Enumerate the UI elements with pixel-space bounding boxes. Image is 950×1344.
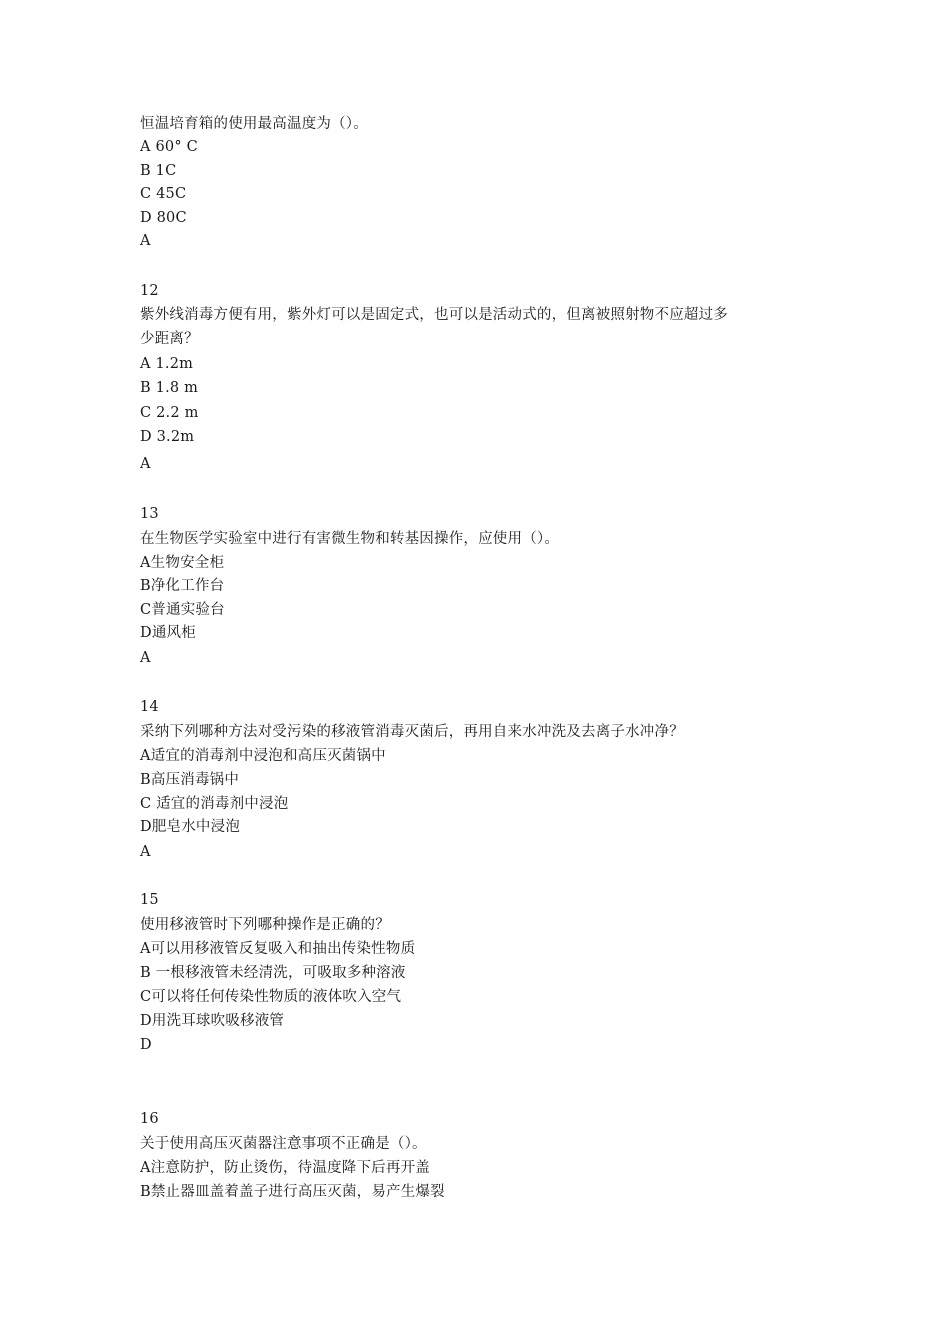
question-stem: 紫外线消毒方便有用，紫外灯可以是固定式，也可以是活动式的，但离被照射物不应超过多 — [140, 307, 728, 323]
question-number: 13 — [140, 506, 159, 522]
option-a: A适宜的消毒剂中浸泡和高压灭菌锅中 — [140, 748, 386, 764]
option-d: D用洗耳球吹吸移液管 — [140, 1013, 285, 1029]
option-a: A可以用移液管反复吸入和抽出传染性物质 — [140, 941, 416, 957]
answer: A — [140, 233, 151, 249]
option-a: A 60° C — [140, 139, 198, 155]
option-b: B 一根移液管未经清洗，可吸取多种溶液 — [140, 965, 406, 981]
option-b: B 1C — [140, 163, 177, 179]
question-stem: 在生物医学实验室中进行有害微生物和转基因操作，应使用（）。 — [140, 531, 560, 547]
option-a: A注意防护，防止烫伤，待温度降下后再开盖 — [140, 1160, 430, 1176]
question-stem: 关于使用高压灭菌器注意事项不正确是（）。 — [140, 1136, 427, 1152]
answer: D — [140, 1037, 152, 1053]
question-stem: 恒温培育箱的使用最高温度为（）。 — [140, 116, 368, 132]
option-a: A 1.2m — [140, 356, 194, 372]
option-b: B 1.8 m — [140, 380, 199, 396]
question-stem: 使用移液管时下列哪种操作是正确的？ — [140, 917, 390, 933]
question-number: 12 — [140, 283, 159, 299]
question-number: 14 — [140, 699, 159, 715]
option-c: C 适宜的消毒剂中浸泡 — [140, 796, 289, 812]
option-b: B净化工作台 — [140, 578, 225, 594]
option-d: D通风柜 — [140, 625, 196, 641]
option-c: C 2.2 m — [140, 405, 199, 421]
option-c: C 45C — [140, 186, 187, 202]
question-number: 16 — [140, 1111, 159, 1127]
question-stem: 采纳下列哪种方法对受污染的移液管消毒灭菌后，再用自来水冲洗及去离子水冲净？ — [140, 724, 684, 740]
option-d: D肥皂水中浸泡 — [140, 819, 241, 835]
answer: A — [140, 844, 151, 860]
option-d: D 3.2m — [140, 429, 195, 445]
option-c: C普通实验台 — [140, 602, 225, 618]
question-stem-cont: 少距离？ — [140, 331, 199, 347]
answer: A — [140, 456, 151, 472]
question-number: 15 — [140, 892, 159, 908]
option-b: B禁止器皿盖着盖子进行高压灭菌，易产生爆裂 — [140, 1184, 445, 1200]
option-a: A生物安全柜 — [140, 555, 225, 571]
option-c: C可以将任何传染性物质的液体吹入空气 — [140, 989, 402, 1005]
option-b: B高压消毒锅中 — [140, 772, 240, 788]
option-d: D 80C — [140, 210, 187, 226]
answer: A — [140, 650, 151, 666]
